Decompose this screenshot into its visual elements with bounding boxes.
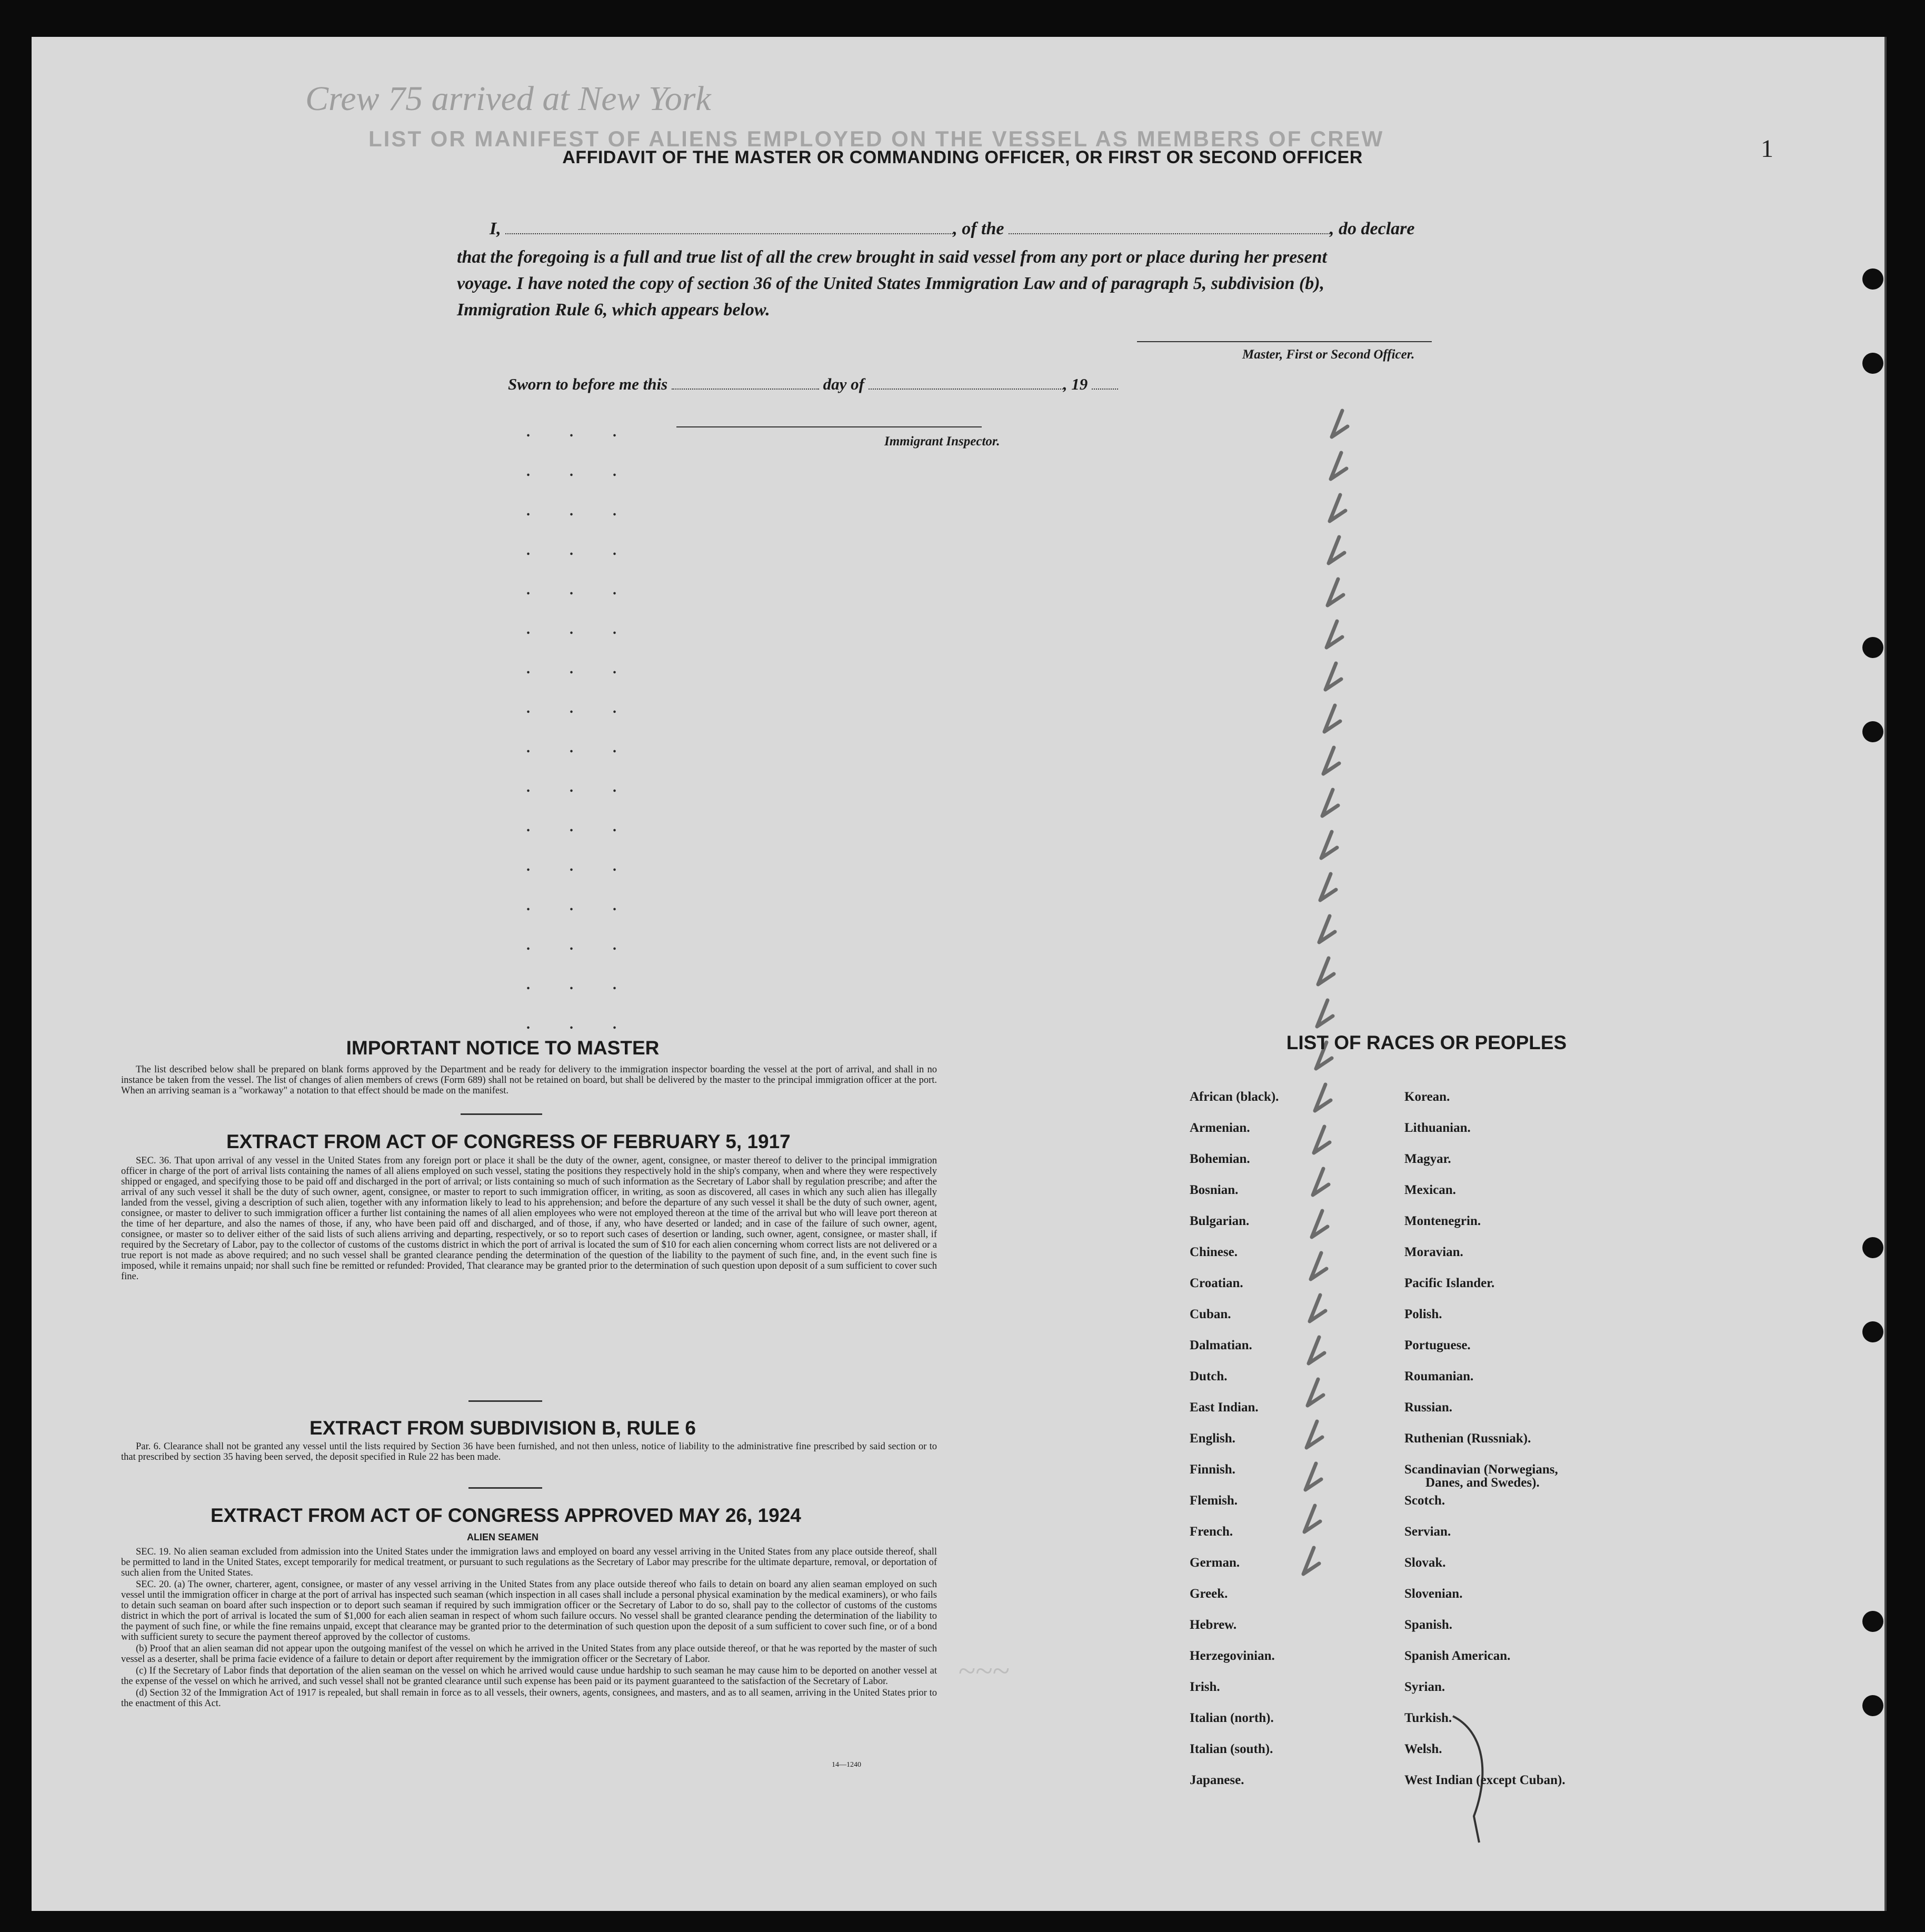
race-item: Bohemian.: [1190, 1152, 1250, 1166]
race-item: Slovak.: [1404, 1556, 1446, 1570]
extract-1917-body: [121, 1156, 937, 1283]
rule-1: [461, 1113, 542, 1115]
race-item: Pacific Islander.: [1404, 1276, 1495, 1290]
extract-rule6-text: Par. 6. Clearance shall not be granted any vessel until the lists required by Section 36 have been furnished, and not then unless, notice of liability to the administrative fine prescribed by said section or to that prescribed by section 35 having been served, the deposit specified in Rule 22 has been made.: [121, 1441, 937, 1462]
affidavit-line-1: [490, 218, 1414, 239]
form-number: 14—1240: [832, 1761, 861, 1769]
extract-1924-paragraph: (d) Section 32 of the Immigration Act of 1917 is repealed, but shall remain in force as to all vessels, their owners, agents, consignees, and masters, and as to all seamen, arriving in the United States prior to the enactment of this Act.: [121, 1688, 937, 1709]
notice-to-master-title: IMPORTANT NOTICE TO MASTER: [346, 1037, 660, 1059]
bleed-through-title: LIST OR MANIFEST OF ALIENS EMPLOYED ON THE VESSEL AS MEMBERS OF CREW: [368, 126, 1384, 151]
race-item: Moravian.: [1404, 1245, 1463, 1259]
race-item: English.: [1190, 1431, 1235, 1446]
race-item: Lithuanian.: [1404, 1121, 1471, 1135]
race-item: Irish.: [1190, 1680, 1220, 1694]
extract-1924-paragraph: (b) Proof that an alien seaman did not appear upon the outgoing manifest of the vessel on which he arrived in the United States from any place outside thereof, or that he was reported by the master of such vessel as a deserter, shall be prima facie evidence of a failure to detain or deport after requirement by the immigration officer or the Secretary of Labor.: [121, 1644, 937, 1665]
binder-hole: [1862, 1237, 1883, 1258]
extract-1917-title: EXTRACT FROM ACT OF CONGRESS OF FEBRUARY 5, 1917: [226, 1131, 791, 1152]
race-item: Syrian.: [1404, 1680, 1445, 1694]
affidavit-title: AFFIDAVIT OF THE MASTER OR COMMANDING OFFICER, OR FIRST OR SECOND OFFICER: [562, 147, 1363, 167]
affidavit-line-2: that the foregoing is a full and true list of all the crew brought in said vessel from any port or place during her present: [457, 247, 1327, 267]
race-item: Servian.: [1404, 1525, 1451, 1539]
check-marks-column: [1253, 405, 1369, 1748]
rule-3: [468, 1487, 542, 1489]
affidavit-line1-prefix: I,: [490, 219, 501, 238]
notice-to-master-text: The list described below shall be prepared on blank forms approved by the Department and be ready for delivery to the immigration inspector boarding the vessel at the port of arrival, and shall in no instance be taken from the vessel. The list of changes of alien members of crews (Form 689) shall not be retained on board, but shall be delivered by the master to the principal immigration officer at the port. When an arriving seaman is a "workaway" a notation to that effect should be made on the manifest.: [121, 1064, 937, 1096]
rule-2: [468, 1400, 542, 1402]
race-item: Bosnian.: [1190, 1183, 1239, 1197]
race-item: Mexican.: [1404, 1183, 1456, 1197]
sworn-prefix: Sworn to before me this: [508, 375, 668, 393]
notice-to-master-body: [121, 1064, 937, 1097]
race-item: German.: [1190, 1556, 1240, 1570]
race-item: Italian (north).: [1190, 1711, 1274, 1725]
race-item: Portuguese.: [1404, 1338, 1471, 1352]
binder-hole: [1862, 1321, 1883, 1342]
sworn-middle: day of: [823, 375, 864, 393]
race-item: Hebrew.: [1190, 1618, 1237, 1632]
inspector-signature-line[interactable]: [676, 426, 982, 427]
binder-hole: [1862, 1695, 1883, 1716]
race-item: Turkish.: [1404, 1711, 1452, 1725]
race-item: Scandinavian (Norwegians,: [1404, 1462, 1558, 1477]
extract-1917-text: SEC. 36. That upon arrival of any vessel in the United States from any foreign port or place it shall be the duty of the owner, agent, consignee, or master thereof to deliver to the principal immigration officer in charge of the port of arrival lists containing the names of all aliens employed on such vessel, stating the positions they respectively hold in the ship's company, when and where they were respectively shipped or engaged, and specifying those to be paid off and discharged in the port of arrival; or lists containing so much of such information as the Secretary of Labor shall by regulation prescribe; and after the arrival of any such vessel it shall be the duty of such owner, agent, consignee, or master to report to such immigration officer, in writing, as soon as discovered, all cases in which any such alien has illegally landed from the vessel, giving a description of such alien, together with any information likely to lead to his apprehension; and before the departure of any such vessel it shall be the duty of such owner, agent, consignee, or master to deliver to such immigration officer a further list containing the names of all alien employees who were not employed thereon at the time of the arrival but who will leave port thereon at the time of her departure, and also the names of those, if any, who have been paid off and discharged, and of those, if any, who have deserted or landed; and in case of the failure of such owner, agent, consignee, or master so to deliver either of the said lists of such aliens arriving and departing, respectively, or so to report such cases of desertion or landing, such owner, agent, consignee, or master shall, if required by the Secretary of Labor, pay to the collector of customs of the customs district in which the port of arrival is located the sum of $10 for each alien concerning whom correct lists are not delivered or a true report is not made as above required; and no such vessel shall be granted clearance pending the determination of the question of the liability to the payment of such fine, and, in the event such fine is imposed, while it remains unpaid; nor shall such fine be remitted or refunded: Provided, That clearance may be granted prior to the determination of such question upon deposit of a sum sufficient to cover such fine.: [121, 1156, 937, 1282]
race-item: Flemish.: [1190, 1493, 1238, 1508]
race-item: Spanish.: [1404, 1618, 1453, 1632]
sheet-number: 1: [1761, 135, 1773, 163]
affidavit-line-4: Immigration Rule 6, which appears below.: [457, 300, 770, 320]
sworn-suffix: , 19: [1063, 375, 1088, 393]
binder-hole: [1862, 268, 1883, 290]
race-item: Korean.: [1404, 1090, 1450, 1104]
manifest-page: Crew 75 arrived at New York LIST OR MANIFEST OF ALIENS EMPLOYED ON THE VESSEL AS MEMBERS OF CREW 1 AFFIDAVIT OF THE MASTER OR COMMANDING OFFICER, OR FIRST OR SECOND OFFICER I, , of the , do declare that the foregoing is a full and true list of all the crew brought in said vessel from any port or place during her present voyage. I have noted the copy of section 36 of the United States Immigration Law and of paragraph 5, subdivision (b), Immigration Rule 6, which appears below. Master, First or Second Officer. Sworn to before me this day of , 19 Immigrant Inspector. . . . . . . . . . . . . . . . . . . . . . . . . . . . . . . . . . . . . . . . . . . . . . . . . IMPORTANT NOTICE TO MASTER The list described below shall be prepared on blank forms approved by the Department and be ready for delivery to the immigration inspector boarding the vessel at the port of arrival, and shall in no instance be taken from the vessel. The list of changes of alien members of crews (Form 689) shall not be retained on board, but shall be delivered by the master to the principal immigration officer at the port. When an arriving seaman is a "workaway" a notation to that effect should be made on the manifest. EXTRACT FROM ACT OF CONGRESS OF FEBRUARY 5, 1917 SEC. 36. That upon arrival of any vessel in the United States from any foreign port or place it shall be the duty of the owner, agent, consignee, or master thereof to deliver to the principal immigration officer in charge of the port of arrival lists containing the names of all aliens employed on such vessel, stating the positions they respectively hold in the ship's company, when and where they were respectively shipped or engaged, and specifying those to be paid off and discharged in the port of arrival; or lists containing so much of such information as the Secretary of Labor shall by regulation prescribe; and after the arrival of any such vessel it shall be the duty of such owner, agent, consignee, or master to report to such immigration officer, in writing, as soon as discovered, all cases in which any such alien has illegally landed from the vessel, giving a description of such alien, together with any information likely to lead to his apprehension; and before the departure of any such vessel it shall be the duty of such owner, agent, consignee, or master to deliver to such immigration officer a further list containing the names of all alien employees who were not employed thereon at the time of the arrival but who will leave port thereon at the time of her departure, and also the names of those, if any, who have been paid off and discharged, and of those, if any, who have deserted or landed; and in case of the failure of such owner, agent, consignee, or master so to deliver either of the said lists of such aliens arriving and departing, respectively, or so to report such cases of desertion or landing, such owner, agent, consignee, or master shall, if required by the Secretary of Labor, pay to the collector of customs of the customs district in which the port of arrival is located the sum of $10 for each alien concerning whom correct lists are not delivered or a true report is not made as above required; and no such vessel shall be granted clearance pending the determination of the question of the liability to the payment of such fine, and, in the event such fine is imposed, while it remains unpaid; nor shall such fine be remitted or refunded: Provided, That clearance may be granted prior to the determination of such question upon deposit of a sum sufficient to cover such fine. EXTRACT FROM SUBDIVISION B, RULE 6 Par. 6. Clearance shall not be granted any vessel until the lists required by Section 36 have been furnished, and not then unless, notice of liability to the administrative fine prescribed by said section or to that prescribed by section 35 having been served, the deposit specified in Rule 22 has been made. EXTRACT FROM ACT OF CONGRESS APPROVED MAY 26, 1924 ALIEN SEAMEN SEC. 19. No alien seaman excluded from admission into the United States under the immigration laws and employed on board any vessel arriving in the United States from any place outside thereof, shall be permitted to land in the United States, except temporarily for medical treatment, or pursuant to such regulations as the Secretary of Labor may prescribe for the ultimate departure, removal, or deportation of such alien from the United States. SEC. 20. (a) The owner, charterer, agent, consignee, or master of any vessel arriving in the United States from any place outside thereof who fails to detain on board any alien seaman employed on such vessel until the immigration officer in charge at the port of arrival has inspected such seaman (which inspection in all cases shall include a personal physical examination by the medical examiners), or who fails to detain such seaman on board after such inspection or to deport such seaman if required by such immigration officer or the Secretary of Labor to do so, shall pay to the collector of customs of the customs district in which the port of arrival is located the sum of $1,000 for each alien seaman in respect of whom such failure occurs. No vessel shall be granted clearance pending the determination of the liability to the payment of such fine, or while the fine remains unpaid, except that clearance may be granted prior to the determination of such question upon the deposit of a sum sufficient to cover such fine, or of a bond with sufficient surety to secure the payment thereof approved by the collector of customs. (b) Proof that an alien seaman did not appear upon the outgoing manifest of the vessel on which he arrived in the United States from any place outside thereof, or that he was reported by the master of such vessel as a deserter, shall be prima facie evidence of a failure to detain or deport after requirement by the immigration officer or the Secretary of Labor. (c) If the Secretary of Labor finds that deportation of the alien seaman on the vessel on which he arrived would cause undue hardship to such seaman he may cause him to be deported on another vessel at the expense of the vessel on which he arrived, and such vessel shall not be granted clearance until such expense has been paid or its payment guaranteed to the satisfaction of the Secretary of Labor. (d) Section 32 of the Immigration Act of 1917 is repealed, but shall remain in force as to all vessels, their owners, agents, consignees, and masters, and as to all seamen, arriving in the United States prior to the enactment of this Act. 14—1240 LIST OF RACES OR PEOPLES ~~~ African (black). Armenian. Bohemian. Bosnian. Bulgarian. Chinese. Croatian. Cuban. Dalmatian. Dutch. East Indian. English. Finnish. Flemish. French. German. Greek. Hebrew. Herzegovinian. Irish. Italian (north). Italian (south). Japanese. Korean. Lithuanian. Magyar. Mexican. Montenegrin. Moravian. Pacific Islander. Polish. Portuguese. Roumanian. Russian. Ruthenian (Russniak). Scandinavian (Norwegians, Danes, and Swedes). Scotch. Servian. Slovak. Slovenian. Spanish. Spanish American. Syrian. Turkish. Welsh. West Indian (except Cuban).: [32, 37, 1887, 1911]
affidavit-line1-middle: , of the: [953, 219, 1004, 238]
race-item: Croatian.: [1190, 1276, 1243, 1290]
extract-1924-subtitle: ALIEN SEAMEN: [466, 1532, 538, 1542]
race-item: African (black).: [1190, 1090, 1279, 1104]
race-item: Magyar.: [1404, 1152, 1451, 1166]
race-item: West Indian (except Cuban).: [1404, 1773, 1565, 1787]
race-item: Herzegovinian.: [1190, 1649, 1275, 1663]
race-item: Ruthenian (Russniak).: [1404, 1431, 1531, 1446]
extract-1924-paragraph: (c) If the Secretary of Labor finds that deportation of the alien seaman on the vessel on which he arrived would cause undue hardship to such seaman he may cause him to be deported on another vessel at the expense of the vessel on which he arrived, and such vessel shall not be granted clearance until such expense has been paid or its payment guaranteed to the satisfaction of the Secretary of Labor.: [121, 1666, 937, 1687]
master-signature-label: Master, First or Second Officer.: [1242, 347, 1415, 362]
race-item: Roumanian.: [1404, 1369, 1474, 1383]
race-item: Spanish American.: [1404, 1649, 1511, 1663]
race-item: Cuban.: [1190, 1307, 1231, 1321]
master-signature-line[interactable]: [1137, 341, 1432, 342]
extract-rule6-body: [121, 1441, 937, 1463]
race-item: Bulgarian.: [1190, 1214, 1250, 1228]
name-blank[interactable]: [505, 218, 953, 234]
affidavit-line1-suffix: , do declare: [1330, 219, 1415, 238]
race-item: Montenegrin.: [1404, 1214, 1481, 1228]
inspector-signature-label: Immigrant Inspector.: [884, 434, 1000, 449]
race-item: Greek.: [1190, 1587, 1228, 1601]
binder-hole: [1862, 721, 1883, 742]
binder-hole: [1862, 637, 1883, 658]
sworn-line: [508, 374, 1118, 394]
vessel-blank[interactable]: [1009, 218, 1330, 234]
race-item: East Indian.: [1190, 1400, 1259, 1415]
binder-hole: [1862, 353, 1883, 374]
race-item: Welsh.: [1404, 1742, 1442, 1756]
extract-1924-title: EXTRACT FROM ACT OF CONGRESS APPROVED MAY 26, 1924: [211, 1505, 801, 1526]
extract-1924-paragraph: SEC. 20. (a) The owner, charterer, agent, consignee, or master of any vessel arriving in the United States from any place outside thereof who fails to detain on board any alien seaman employed on such vessel until the immigration officer in charge at the port of arrival has inspected such seaman (which inspection in all cases shall include a personal physical examination by the medical examiners), or who fails to detain such seaman on board after such inspection or to deport such seaman if required by such immigration officer or the Secretary of Labor to do so, shall pay to the collector of customs of the customs district in which the port of arrival is located the sum of $1,000 for each alien seaman in respect of whom such failure occurs. No vessel shall be granted clearance pending the determination of the liability to the payment of such fine, or while the fine remains unpaid, except that clearance may be granted prior to the determination of such question upon the deposit of a sum sufficient to cover such fine, or of a bond with sufficient surety to secure the payment thereof approved by the collector of customs.: [121, 1579, 937, 1642]
race-item: French.: [1190, 1525, 1233, 1539]
race-item: Russian.: [1404, 1400, 1453, 1415]
sworn-day-blank[interactable]: [672, 374, 819, 390]
race-item: Dalmatian.: [1190, 1338, 1252, 1352]
race-item: Armenian.: [1190, 1121, 1250, 1135]
race-item: Slovenian.: [1404, 1587, 1463, 1601]
race-item: Japanese.: [1190, 1773, 1244, 1787]
race-item: Italian (south).: [1190, 1742, 1273, 1756]
extract-1924-body: [121, 1547, 937, 1710]
affidavit-line-3: voyage. I have noted the copy of section 36 of the United States Immigration Law and of paragraph 5, subdivision (b),: [457, 274, 1325, 293]
sworn-month-blank[interactable]: [869, 374, 1063, 390]
race-item: Danes, and Swedes).: [1425, 1476, 1540, 1490]
race-item: Dutch.: [1190, 1369, 1228, 1383]
extract-1924-paragraph: SEC. 19. No alien seaman excluded from admission into the United States under the immigration laws and employed on board any vessel arriving in the United States from any place outside thereof, shall be permitted to land in the United States, except temporarily for medical treatment, or pursuant to such regulations as the Secretary of Labor may prescribe for the ultimate departure, removal, or deportation of such alien from the United States.: [121, 1547, 937, 1578]
stamp-scrawl: ~~~: [958, 1654, 1010, 1688]
races-title: LIST OF RACES OR PEOPLES: [1286, 1032, 1567, 1053]
extract-rule6-title: EXTRACT FROM SUBDIVISION B, RULE 6: [310, 1417, 696, 1439]
race-item: Chinese.: [1190, 1245, 1238, 1259]
race-item: Scotch.: [1404, 1493, 1445, 1508]
race-item: Polish.: [1404, 1307, 1442, 1321]
race-item: Finnish.: [1190, 1462, 1235, 1477]
binder-hole: [1862, 1611, 1883, 1632]
sworn-year-blank[interactable]: [1092, 374, 1118, 390]
bleed-through-handwriting: Crew 75 arrived at New York: [305, 79, 711, 118]
